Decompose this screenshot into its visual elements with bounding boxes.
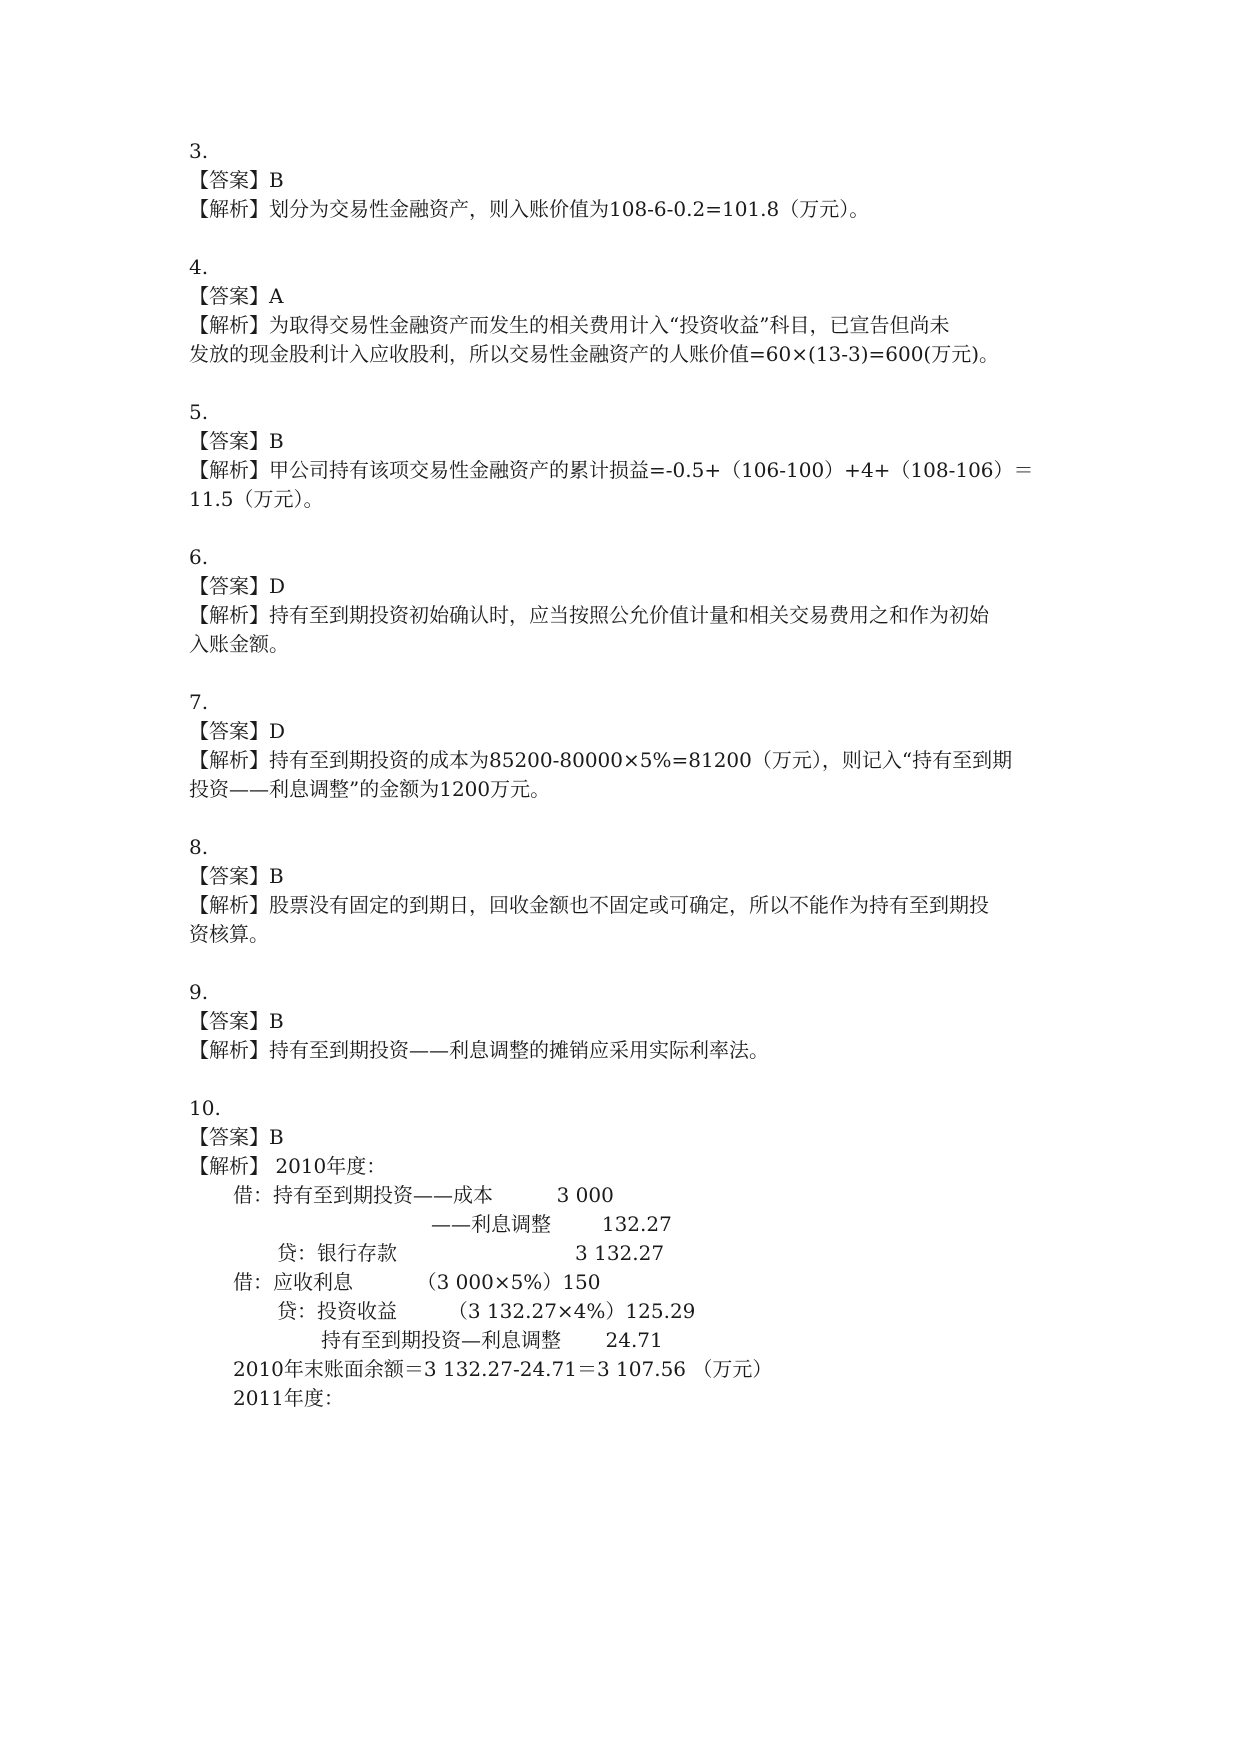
journal-entry-debit: 借：持有至到期投资——成本 3 000 [233,1183,614,1207]
analysis-line: 【解析】为取得交易性金融资产而发生的相关费用计入“投资收益”科目，已宣告但尚未 [189,313,950,337]
question-number: 5. [189,400,209,424]
analysis-line: 【解析】甲公司持有该项交易性金融资产的累计损益=-0.5+（106-100）+4+（108-106）＝ [189,458,1034,482]
analysis-line: 【解析】划分为交易性金融资产，则入账价值为108-6-0.2=101.8（万元）。 [189,197,870,221]
answer-line: 【答案】B [189,168,284,192]
year-end-balance: 2010年末账面余额＝3 132.27-24.71＝3 107.56 （万元） [233,1357,773,1381]
answer-line: 【答案】D [189,719,286,743]
question-number: 10. [189,1096,221,1120]
answer-line: 【答案】B [189,1009,284,1033]
analysis-line: 11.5（万元）。 [189,487,324,511]
analysis-line: 【解析】持有至到期投资的成本为85200-80000×5%=81200（万元），则记入“持有至到期 [189,748,1013,772]
question-number: 7. [189,690,209,714]
answer-line: 【答案】B [189,1125,284,1149]
question-number: 4. [189,255,209,279]
answer-line: 【答案】D [189,574,286,598]
journal-entry-credit-line: 持有至到期投资—利息调整 24.71 [321,1328,663,1352]
answer-line: 【答案】B [189,429,284,453]
analysis-line: 【解析】持有至到期投资——利息调整的摊销应采用实际利率法。 [189,1038,769,1062]
question-number: 6. [189,545,209,569]
analysis-line: 投资——利息调整”的金额为1200万元。 [189,777,551,801]
journal-entry-subaccount: ——利息调整 132.27 [431,1212,672,1236]
analysis-line: 【解析】股票没有固定的到期日，回收金额也不固定或可确定，所以不能作为持有至到期投 [189,893,989,917]
analysis-line: 【解析】持有至到期投资初始确认时，应当按照公允价值计量和相关交易费用之和作为初始 [189,603,989,627]
analysis-line: 入账金额。 [189,632,289,656]
analysis-line: 【解析】 2010年度： [189,1154,387,1178]
answer-line: 【答案】B [189,864,284,888]
year-heading: 2011年度： [233,1386,344,1410]
analysis-line: 资核算。 [189,922,269,946]
question-number: 9. [189,980,209,1004]
journal-entry-debit: 借：应收利息 （3 000×5%）150 [233,1270,601,1294]
question-number: 8. [189,835,209,859]
answer-line: 【答案】A [189,284,284,308]
journal-entry-credit: 贷：银行存款 3 132.27 [277,1241,665,1265]
question-number: 3. [189,139,209,163]
analysis-line: 发放的现金股利计入应收股利，所以交易性金融资产的人账价值=60×(13-3)=600(万元)。 [189,342,1000,366]
journal-entry-credit: 贷：投资收益 （3 132.27×4%）125.29 [277,1299,696,1323]
